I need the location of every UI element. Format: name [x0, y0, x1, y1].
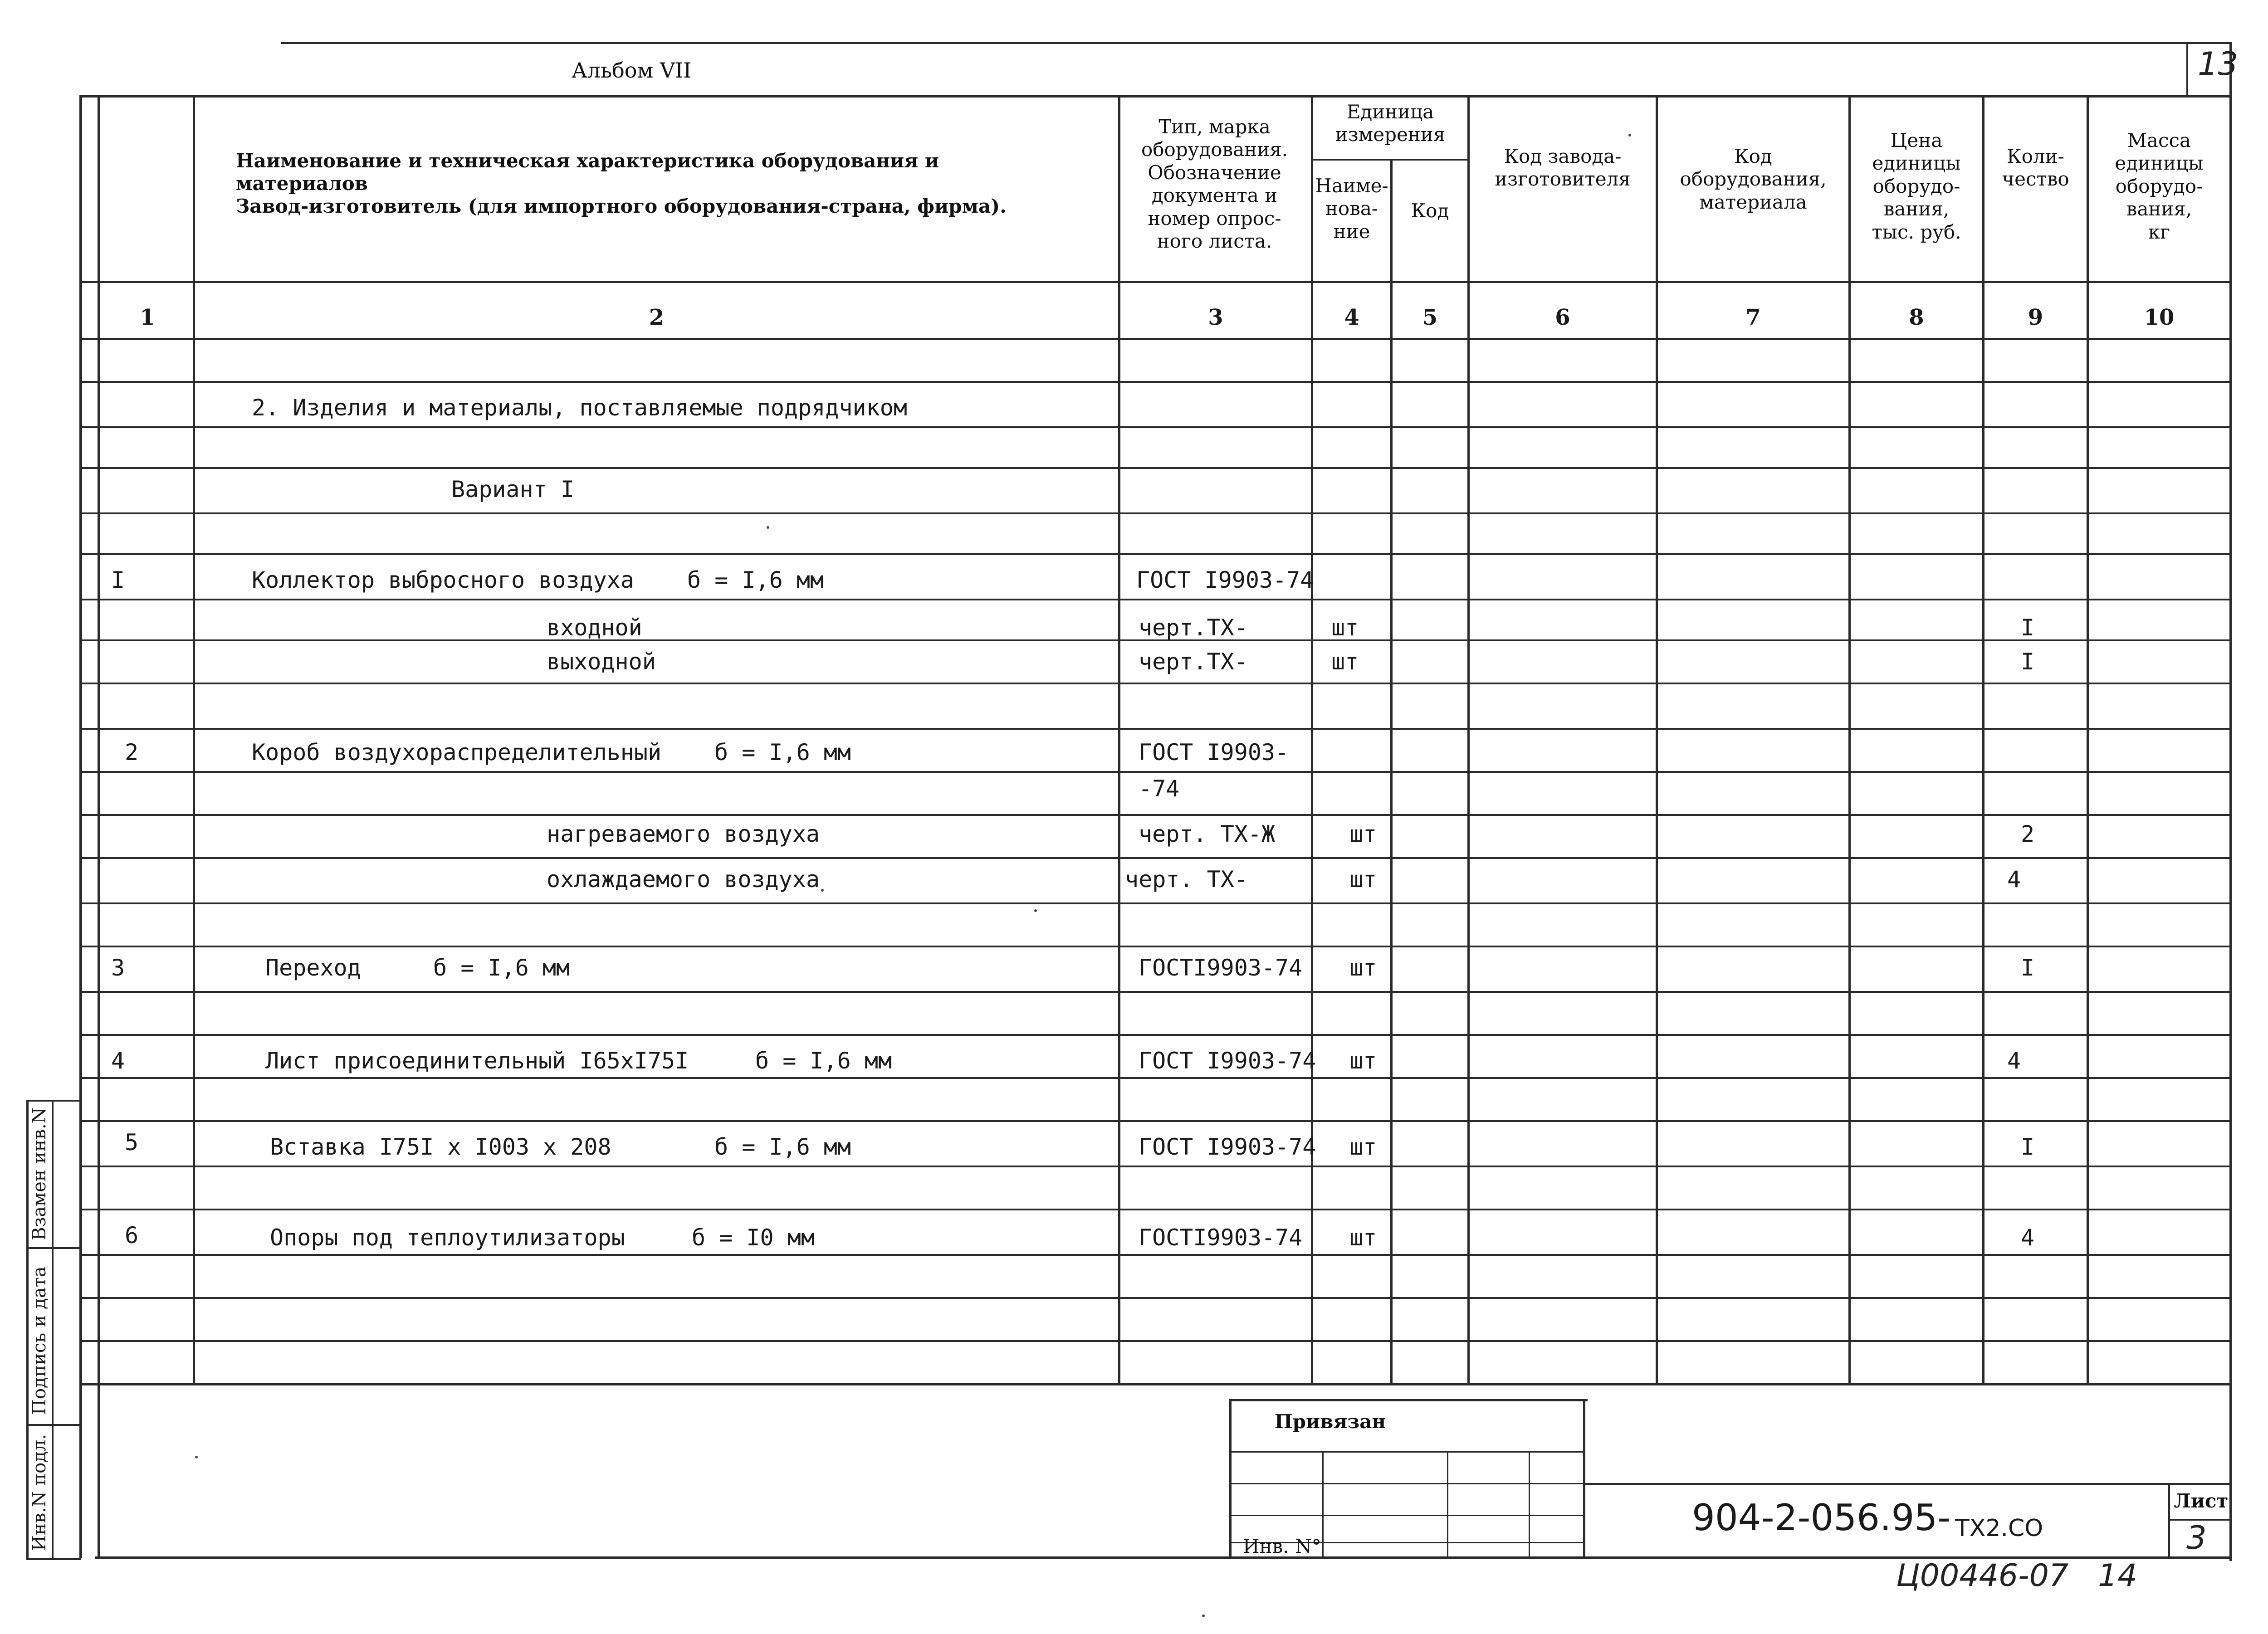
row-3-doc: ГОСТI9903-74	[1139, 955, 1303, 981]
row-1-name: Коллектор выбросного воздуха	[252, 567, 634, 593]
row-3-spec: б = I,6 мм	[433, 955, 570, 981]
row-2a-unit: шт	[1349, 821, 1377, 847]
row-5-num: 5	[125, 1129, 139, 1156]
row-1a-name: входной	[547, 615, 642, 641]
row-2-spec: б = I,6 мм	[714, 739, 851, 766]
col-number-8: 8	[1909, 305, 1924, 330]
row-1b-name: выходной	[547, 649, 656, 675]
col-number-10: 10	[2144, 305, 2175, 330]
row-2b-doc: черт. ТХ-	[1125, 866, 1248, 893]
row-2-doc-cont: -74	[1139, 776, 1180, 802]
row-2a-doc: черт. ТХ-Ж	[1139, 821, 1276, 847]
row-2a-qty: 2	[2021, 821, 2035, 847]
row-1b-doc: черт.ТХ-	[1139, 649, 1248, 675]
row-2-num: 2	[125, 739, 139, 766]
side-label-podpis: Подпись и дата	[29, 1266, 50, 1415]
stamp-sheet-label: Лист	[2174, 1490, 2229, 1512]
row-3-name: Переход	[265, 955, 361, 981]
row-1b-qty: I	[2021, 649, 2035, 675]
row-1-num: I	[111, 567, 125, 593]
header-col7: Код оборудования, материала	[1680, 145, 1827, 213]
header-col2-line1: Наименование и техническая характеристика оборудования и материалов	[236, 150, 939, 195]
section-title: 2. Изделия и материалы, поставляемые подрядчиком	[252, 395, 907, 421]
row-6-unit: шт	[1349, 1224, 1377, 1251]
stamp-sheet-number: 3	[2186, 1519, 2207, 1556]
row-5-unit: шт	[1349, 1134, 1377, 1160]
col-number-6: 6	[1555, 305, 1570, 330]
row-5-doc: ГОСТ I9903-74	[1139, 1134, 1316, 1160]
stamp-inv-no: Инв. N°	[1243, 1535, 1321, 1557]
row-5-name: Вставка I75I x I003 x 208	[270, 1134, 611, 1160]
row-4-doc: ГОСТ I9903-74	[1139, 1048, 1316, 1074]
row-4-spec: б = I,6 мм	[755, 1048, 892, 1074]
row-1-doc: ГОСТ I9903-74	[1136, 567, 1314, 593]
row-1a-doc: черт.ТХ-	[1139, 615, 1248, 641]
variant-label: Вариант I	[451, 476, 574, 502]
col-number-7: 7	[1745, 305, 1761, 330]
col-number-1: 1	[140, 305, 155, 330]
row-1a-unit: шт	[1331, 615, 1359, 641]
side-label-inv-podl: Инв.N подл.	[29, 1434, 50, 1551]
header-col8: Цена единицы оборудо- вания, тыс. руб.	[1872, 129, 1961, 243]
stamp-document-suffix: ТХ2.СО	[1955, 1515, 2043, 1542]
row-2-name: Короб воздухораспределительный	[252, 739, 662, 766]
album-label: Альбом VII	[572, 58, 692, 83]
row-1a-qty: I	[2021, 615, 2035, 641]
row-4-qty: 4	[2007, 1048, 2021, 1074]
row-3-qty: I	[2021, 955, 2035, 981]
header-col2-line2: Завод-изготовитель (для импортного оборудования-страна, фирма).	[236, 195, 1007, 217]
row-6-doc: ГОСТI9903-74	[1139, 1224, 1303, 1251]
header-col3: Тип, марка оборудования. Обозначение документа и номер опрос- ного листа.	[1141, 116, 1288, 252]
header-col5: Код	[1411, 200, 1449, 222]
row-1-spec: б = I,6 мм	[687, 567, 824, 593]
bottom-handwritten-number: Ц00446-07 14	[1896, 1558, 2137, 1594]
col-number-5: 5	[1422, 305, 1438, 330]
col-number-9: 9	[2028, 305, 2043, 330]
col-number-2: 2	[649, 305, 665, 330]
row-1b-unit: шт	[1331, 649, 1359, 675]
header-col6: Код завода- изготовителя	[1495, 145, 1631, 190]
page-number-handwritten: 13	[2198, 45, 2239, 83]
row-2-doc: ГОСТ I9903-	[1139, 739, 1289, 766]
stamp-document-code: 904-2-056.95-	[1692, 1497, 1951, 1539]
stamp-privyazan: Привязан	[1275, 1410, 1386, 1433]
row-4-unit: шт	[1349, 1048, 1377, 1074]
header-col10: Масса единицы оборудо- вания, кг	[2115, 129, 2204, 243]
row-5-spec: б = I,6 мм	[714, 1134, 851, 1160]
col-number-3: 3	[1208, 305, 1223, 330]
row-6-num: 6	[125, 1222, 139, 1249]
side-label-vzamen: Взамен инв.N	[29, 1107, 50, 1240]
row-2a-name: нагреваемого воздуха	[547, 821, 820, 847]
row-2b-qty: 4	[2007, 866, 2021, 893]
row-6-spec: б = I0 мм	[692, 1224, 815, 1251]
row-6-qty: 4	[2021, 1224, 2035, 1251]
col-number-4: 4	[1344, 305, 1359, 330]
row-3-unit: шт	[1349, 955, 1377, 981]
row-4-num: 4	[111, 1048, 125, 1074]
header-unit-group: Единица измерения	[1335, 101, 1446, 146]
row-4-name: Лист присоединительный I65xI75I	[265, 1048, 689, 1074]
row-6-name: Опоры под теплоутилизаторы	[270, 1224, 625, 1251]
header-col9: Коли- чество	[2002, 145, 2069, 190]
row-3-num: 3	[111, 955, 125, 981]
row-2b-unit: шт	[1349, 866, 1377, 893]
row-2b-name: охлаждаемого воздуха	[547, 866, 820, 893]
header-col4: Наиме- нова- ние	[1315, 175, 1388, 243]
row-5-qty: I	[2021, 1134, 2035, 1160]
